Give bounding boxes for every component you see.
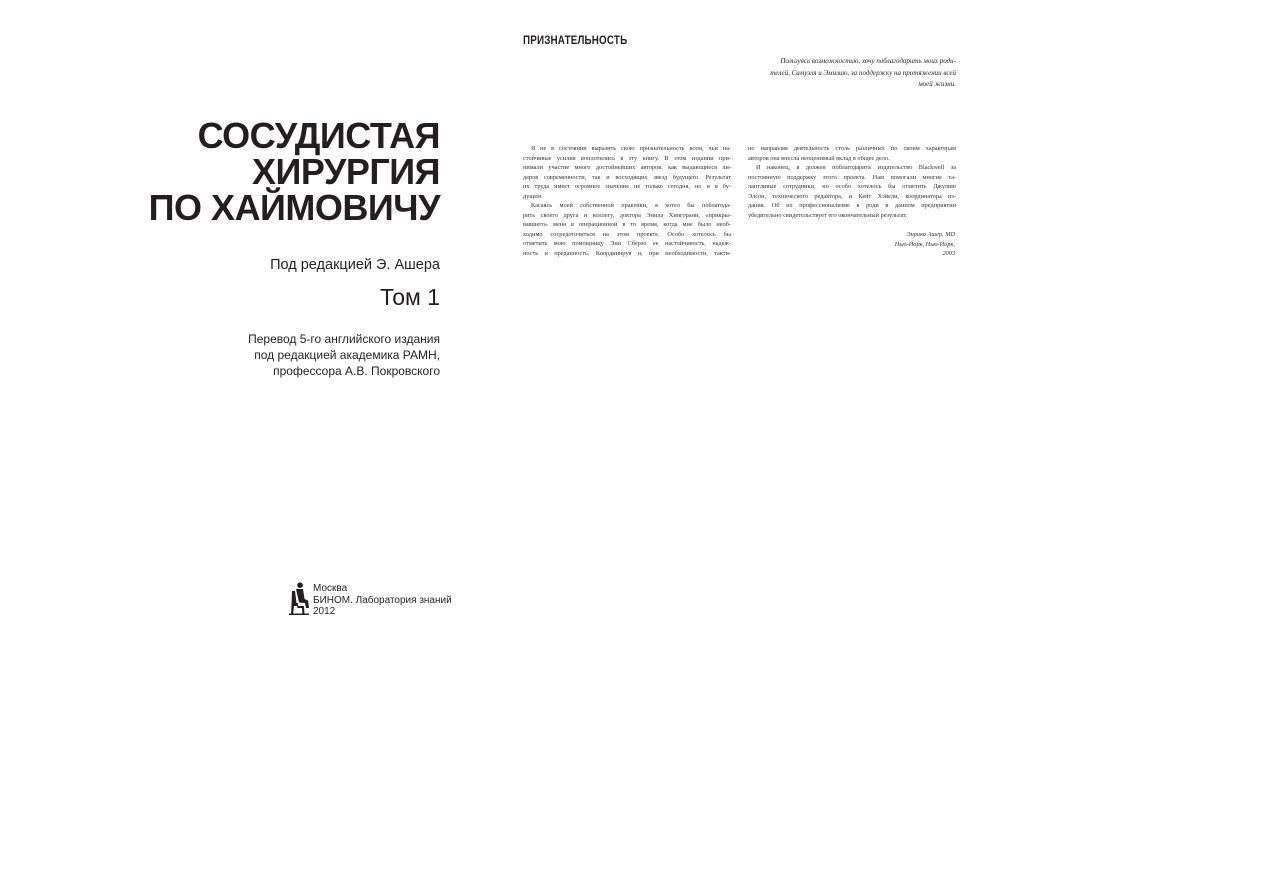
dedication [742,56,956,91]
publisher-year: 2012 [313,606,336,617]
text-line: стойчивые усилия воплотились в эту книгу. В этом издании при- [523,154,731,162]
text-line: ходимо сосредоточиться на этом проекте. Особо хотелось бы [523,230,731,238]
text-line: авторов она внесла неоценимый вклад в общее дело. [748,154,890,162]
text-line: рить своего друга и коллегу, доктора Энила Хингорани, «прикры- [523,211,731,219]
text-line: отметить мою помощницу Эни Сберзо ее настойчивость, надеж- [523,240,731,247]
publisher-name: БИНОМ. Лаборатория знаний [313,594,452,606]
text-line: дания. Об их профессионализме в роди в данном предприятии [748,202,956,209]
translation-line-3: профессора А.В. Покровского [273,364,440,378]
translation-line-1: Перевод 5-го английского издания [248,332,440,346]
translation-line-2: под редакцией академика РАМН, [254,348,440,362]
text-line: ность и преданность. Координируя и, при необходимости, такти- [523,249,731,257]
text-line: Касаясь моей собственной практики, я хотел бы поблагода- [531,202,731,209]
text-line: убедительно свидетельствует его окончательный результат. [748,211,907,219]
text-line: их труда имеет огромное значение не только сегодня, но и в бу- [523,183,731,190]
dedication-line-1: Пользуясь возможностью, хочу поблагодарить моих роди- [780,57,956,65]
publisher-imprint [288,582,452,618]
signature-name: Энрико Ашер, MD [906,231,955,238]
dedication-line-3: моей жизни. [918,80,956,88]
signature [760,230,955,259]
text-line: лантливые сотрудники, но особо хотелось бы отметить Джулию [748,183,956,190]
translation-credit [248,331,440,379]
text-line: дущем. [523,192,543,200]
signature-year: 2003 [942,250,955,257]
dedication-line-2: телей, Самуэля и Эмилию, за поддержку на протяжении всей [770,68,956,77]
book-title-line-3: ПО ХАЙМОВИЧУ [148,187,440,228]
seated-figure-logo-icon [288,582,310,616]
text-line: Я не в состоянии выразить свою признательность всем, чьи на- [531,145,731,152]
volume-number: Том 1 [379,284,440,310]
book-title [148,115,440,228]
acknowledgments-column-left [523,144,731,258]
text-line: вавшего» меня в операционной в то время, когда мне было необ- [523,221,731,228]
editor-credit: Под редакцией Э. Ашера [270,257,440,273]
book-title-line-1: СОСУДИСТАЯ [197,115,440,156]
publisher-city: Москва [313,583,348,594]
text-line: постоянную поддержку этого проекта. Нам помогали многие та- [748,173,956,181]
text-line: деров современности, так и восходящих звезд будущего. Результат [523,173,731,181]
text-line: И наконец, я должен поблагодарить издательство Blackwell за [756,164,956,171]
text-line: но направляя деятельность столь различных по своим характерам [748,145,956,152]
acknowledgments-column-right [748,144,956,220]
text-line: нимали участие много достойнейших авторов, как выдающиеся ли- [523,164,731,171]
signature-place: Нью-Йорк, Нью-Йорк, [894,240,955,248]
text-line: Элсон, технического редактора, и Кейт Хэйели, координатора из- [748,192,956,200]
acknowledgments-heading: ПРИЗНАТЕЛЬНОСТЬ [523,33,628,47]
book-title-line-2: ХИРУРГИЯ [252,151,440,192]
